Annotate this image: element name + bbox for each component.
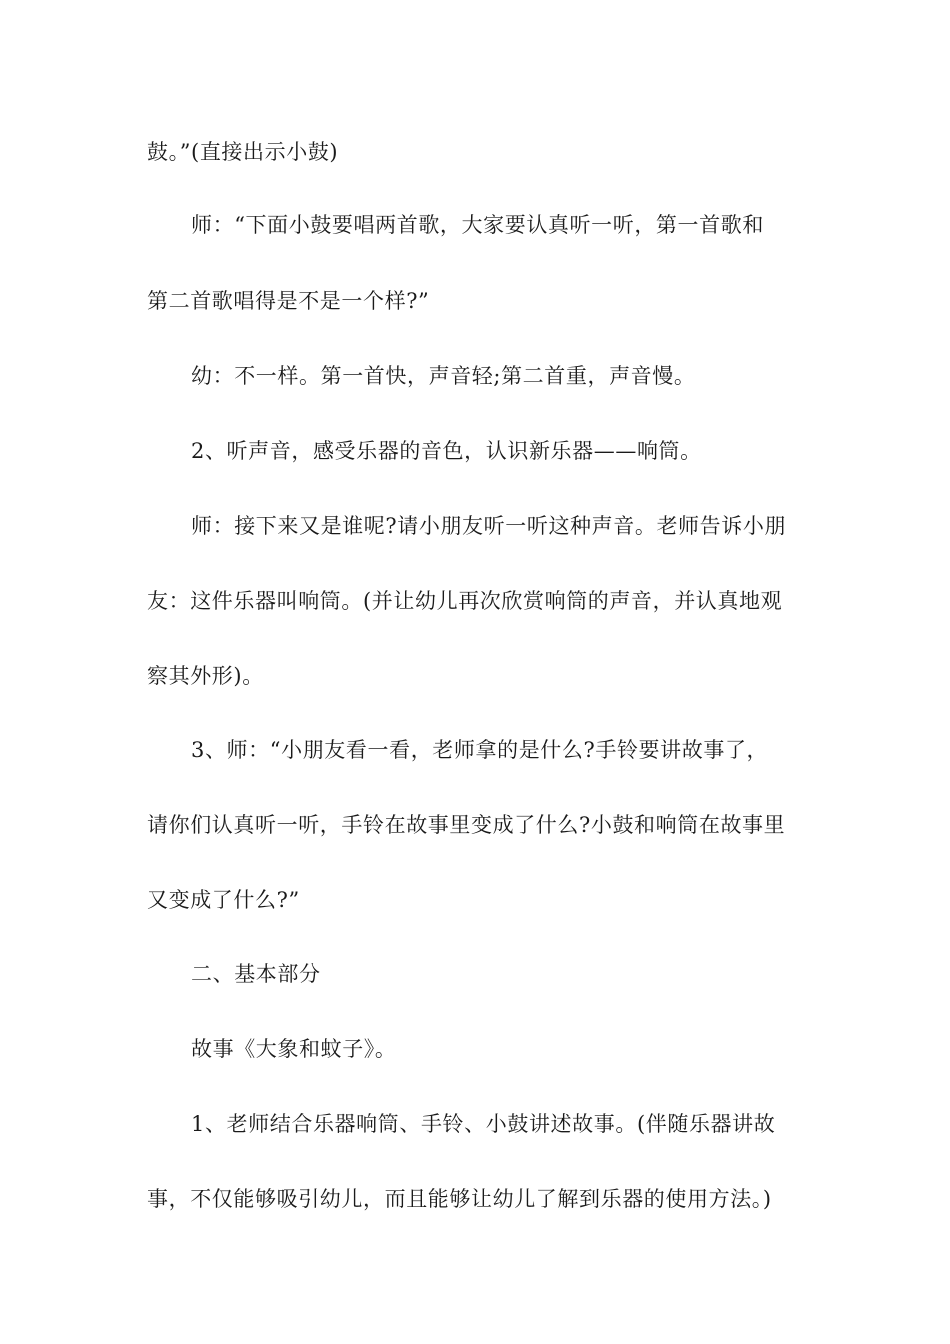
text-line-2: 师：“下面小鼓要唱两首歌，大家要认真听一听，第一首歌和 <box>191 213 764 237</box>
text-line-7: 友：这件乐器叫响筒。(并让幼儿再次欣赏响筒的声音，并认真地观 <box>147 589 783 613</box>
text-line-13: 故事《大象和蚊子》。 <box>191 1037 397 1061</box>
text-line-3: 第二首歌唱得是不是一个样?” <box>147 289 430 313</box>
section-heading: 二、基本部分 <box>191 962 321 986</box>
text-line-9: 3、师：“小朋友看一看，老师拿的是什么?手铃要讲故事了， <box>191 738 769 762</box>
text-line-15: 事，不仅能够吸引幼儿，而且能够让幼儿了解到乐器的使用方法。) <box>147 1187 772 1211</box>
text-line-14: 1、老师结合乐器响筒、手铃、小鼓讲述故事。(伴随乐器讲故 <box>191 1112 776 1136</box>
text-line-4: 幼：不一样。第一首快，声音轻;第二首重，声音慢。 <box>191 364 696 388</box>
text-line-5: 2、听声音，感受乐器的音色，认识新乐器——响筒。 <box>191 439 702 463</box>
text-line-1: 鼓。”(直接出示小鼓) <box>147 140 339 164</box>
text-line-11: 又变成了什么?” <box>147 888 300 912</box>
text-line-10: 请你们认真听一听，手铃在故事里变成了什么?小鼓和响筒在故事里 <box>147 813 786 837</box>
text-line-6: 师：接下来又是谁呢?请小朋友听一听这种声音。老师告诉小朋 <box>191 514 787 538</box>
text-line-8: 察其外形)。 <box>147 664 264 688</box>
